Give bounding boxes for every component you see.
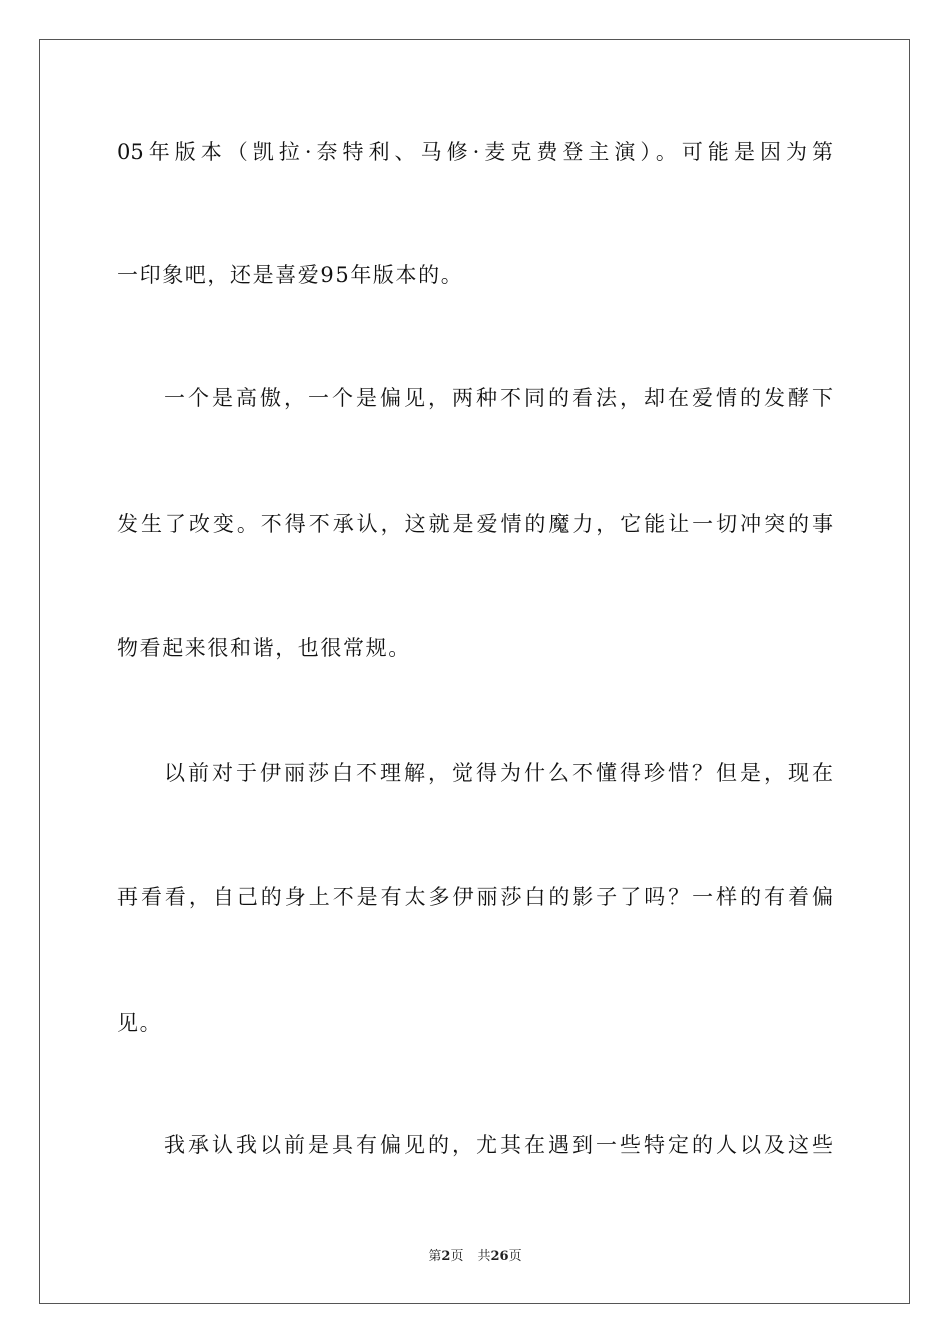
text-line-7: 再看看，自己的身上不是有太多伊丽莎白的影子了吗？一样的有着偏 (117, 885, 833, 909)
text-line-6: 以前对于伊丽莎白不理解，觉得为什么不懂得珍惜？但是，现在 (164, 761, 833, 785)
text-line-1: 05年版本（凯拉·奈特利、马修·麦克费登主演）。可能是因为第 (117, 140, 833, 164)
total-pages: 26 (490, 1249, 509, 1264)
page-number: 2 (441, 1249, 451, 1264)
text-line-9: 我承认我以前是具有偏见的，尤其在遇到一些特定的人以及这些 (164, 1133, 833, 1157)
page-footer (0, 1248, 950, 1266)
text-line-4: 发生了改变。不得不承认，这就是爱情的魔力，它能让一切冲突的事 (117, 512, 833, 536)
text-line-8: 见。 (117, 1011, 163, 1035)
text-line-2: 一印象吧，还是喜爱95年版本的。 (117, 263, 464, 287)
total-suffix: 页 (508, 1249, 522, 1264)
text-line-5: 物看起来很和谐，也很常规。 (117, 636, 411, 660)
page-suffix: 页 (450, 1249, 464, 1264)
total-prefix: 共 (477, 1249, 491, 1264)
text-line-3: 一个是高傲，一个是偏见，两种不同的看法，却在爱情的发酵下 (164, 386, 833, 410)
page-border (39, 39, 910, 1304)
page-prefix: 第 (428, 1249, 442, 1264)
